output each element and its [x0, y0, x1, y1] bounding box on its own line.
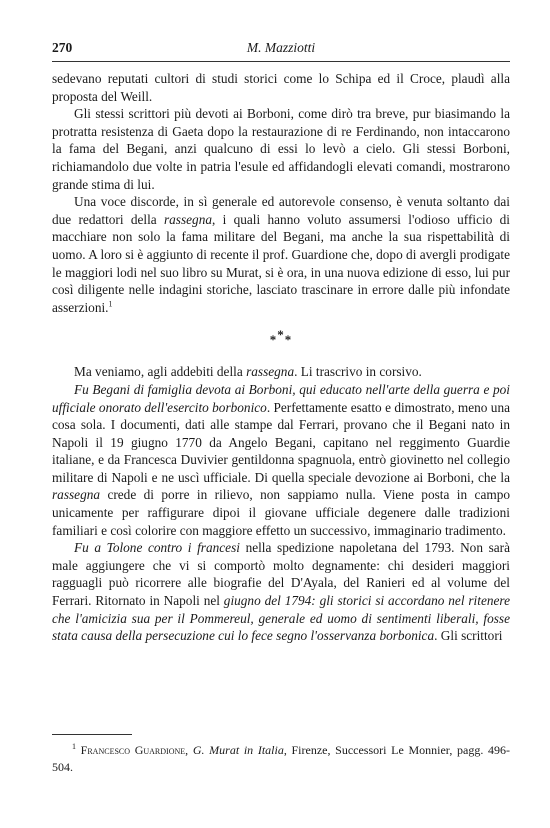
footnote-rule: [52, 734, 132, 735]
footnote-mark: 1: [72, 742, 76, 751]
page-header: [52, 40, 510, 60]
footnote: $^1$ Francesco Guardione, G. Murat in Italia, Firenze, Successori Le Monnier, pagg. 496-504.: [52, 742, 510, 774]
page-number: 270: [52, 40, 73, 55]
running-title: M. Mazziotti: [246, 40, 316, 55]
body-text: [52, 70, 510, 645]
header-rule: [52, 61, 510, 62]
footnote-reference[interactable]: 1: [108, 299, 113, 309]
paragraph-6: Fu a Tolone contro i francesi nella spedizione napoletana del 1793. Non sarà male aggiungere che vi si comportò molto degnamente: chi desideri maggiori ragguagli può ricorrere alle biografie del D'Ayala, del Ranieri ed al volume del Ferrari. Ritornato in Napoli nel giugno del 1794: gli storici si accordano nel ritenere che l'amicizia sua per il Pommereul, generale ed uomo di sentimenti liberali, fosse stata causa della persecuzione cui lo fece segno l'osservanza borbonica. Gli scrittori: [52, 540, 510, 644]
paragraph-4: Ma veniamo, agli addebiti della rassegna. Li trascrivo in corsivo.: [74, 364, 422, 380]
footnote-title: G. Murat in Italia: [192, 743, 284, 757]
paragraph-5: Fu Begani di famiglia devota ai Borboni, qui educato nell'arte della guerra e poi ufficiale onorato dell'esercito borbonico. Perfettamente esatto e dimostrato, meno una cosa sola. I documenti, dati alle stampe dal Ferrari, provano che il Begani nato in Napoli il 19 giugno 1770 da Angelo Begani, capitano nel reggimento Guardie italiane, e da Francesca Duvivier gentildonna spagnuola, entrò giovinetto nel collegio militare di Napoli e ne uscì ufficiale. Di quella speciale devozione ai Borboni, che la rassegna crede di porre in rilievo, non sappiamo nulla. Viene posta in campo unicamente per raffigurare dipoi il giovane ufficiale degenere dalle tradizioni familiari e così colorire con maggiore effetto un successivo, immaginario tradimento.: [52, 381, 510, 538]
paragraph-3: Una voce discorde, in sì generale ed autorevole consenso, è venuta soltanto dai due redattori della rassegna, i quali hanno voluto assumersi l'odioso ufficio di macchiare non solo la fama militare del Begani, ma anche la sua rispettabilità di uomo. A loro si è aggiunto di recente il prof. Guardione che, dopo di avergli prodigate le maggiori lodi nel suo libro su Murat, si è ora, in una nuova edizione di esso, lui pur così diligente nelle indagini storiche, lasciato trascinare in errore dalle più infondate asserzioni.$^1$: [52, 194, 510, 315]
paragraph-1: sedevano reputati cultori di studi storici come lo Schipa ed il Croce, plaudì alla proposta del Weill.: [52, 71, 510, 104]
footnote-details: , Firenze, Successori Le Monnier, pagg. 496-504.: [52, 743, 510, 774]
footnote-author: Francesco Guardione: [80, 743, 186, 757]
paragraph-2: Gli stessi scrittori più devoti ai Borboni, come dirò tra breve, pur biasimando la protratta resistenza di Gaeta dopo la restaurazione di re Ferdinando, non intaccarono la fama del Begani, anzi qualcuno di essi lo levò a cielo. Gli stessi Borboni, richiamandolo due volte in patria l'esule ed affidandogli elevati comandi, mostrarono grande stima di lui.: [52, 106, 510, 192]
section-break-asterism: ***: [269, 327, 293, 348]
